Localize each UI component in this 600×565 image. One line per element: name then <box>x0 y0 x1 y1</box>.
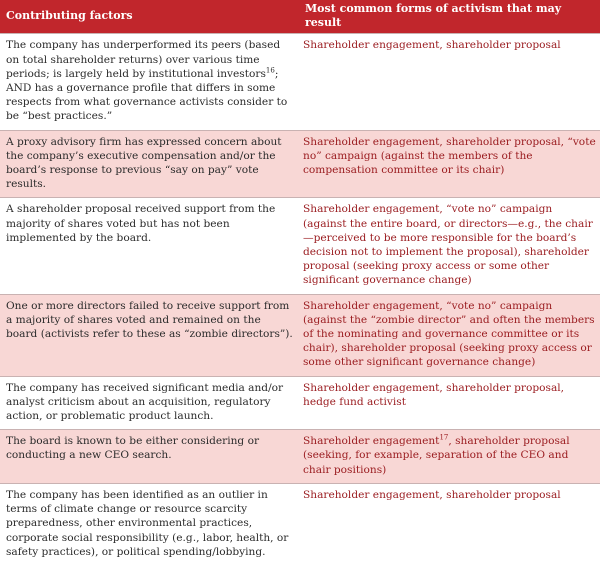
result-text: Shareholder engagement, “vote no” campaign (against the “zombie director” and often the members of the nominating and governance committee or its chair), shareholder proposal (seeking proxy access or some other significant governance change) <box>303 299 595 369</box>
result-text: Shareholder engagement, shareholder proposal, “vote no” campaign (against the members of the compensation committee or its chair) <box>303 135 596 177</box>
factor-cell <box>0 430 299 484</box>
table-row <box>0 430 600 484</box>
header-contributing-factors: Contributing factors <box>0 0 299 34</box>
table-row <box>0 130 600 198</box>
factor-text: A proxy advisory firm has expressed concern about the company’s executive compensation and/or the board’s response to previous “say on pay” vote results. <box>6 135 282 191</box>
factor-cell <box>0 34 299 130</box>
result-cell <box>299 483 600 565</box>
result-cell <box>299 130 600 198</box>
factor-cell <box>0 376 299 430</box>
factor-text: The company has underperformed its peers (based on total shareholder returns) over various time periods; is largely held by institutional investors <box>6 39 281 80</box>
factor-text: One or more directors failed to receive support from a majority of shares voted and remained on the board (activists refer to these as “zombie directors”). <box>6 299 293 341</box>
table-row <box>0 198 600 294</box>
result-cell <box>299 430 600 484</box>
footnote-ref: 16 <box>265 66 275 75</box>
result-text: Shareholder engagement, “vote no” campaign (against the entire board, or directors—e.g., the chair—perceived to be more responsible for the board’s decision not to implement the proposal), shareholder proposal (seeking proxy access or some other significant governance change) <box>303 203 593 287</box>
header-activism-forms: Most common forms of activism that may result <box>299 0 600 34</box>
result-text: Shareholder engagement, shareholder proposal <box>303 39 561 52</box>
factor-cell <box>0 130 299 198</box>
factor-text: The company has been identified as an outlier in terms of climate change or resource scarcity preparedness, other environmental practices, corporate social responsibility (e.g., labor, health, or safety practices), or political spending/lobbying. <box>6 488 289 558</box>
factor-cell <box>0 294 299 376</box>
result-text: Shareholder engagement <box>303 435 440 448</box>
table-row <box>0 483 600 565</box>
result-text-cont: , shareholder proposal (seeking, for example, separation of the CEO and chair positions) <box>303 435 570 476</box>
factor-cell <box>0 483 299 565</box>
result-text: Shareholder engagement, shareholder proposal <box>303 488 561 501</box>
result-cell <box>299 198 600 294</box>
result-cell <box>299 376 600 430</box>
factor-text: The board is known to be either considering or conducting a new CEO search. <box>6 435 260 462</box>
result-cell <box>299 294 600 376</box>
table-row <box>0 294 600 376</box>
footnote-ref: 17 <box>439 433 449 442</box>
result-cell <box>299 34 600 130</box>
factor-text-cont: ; AND has a governance profile that differs in some respects from what governance activists consider to be “best practices.” <box>6 67 288 123</box>
factor-cell <box>0 198 299 294</box>
factor-text: The company has received significant media and/or analyst criticism about an acquisition, regulatory action, or problematic product launch. <box>6 381 284 423</box>
table-row <box>0 376 600 430</box>
factor-text: A shareholder proposal received support from the majority of shares voted but has not been implemented by the board. <box>6 203 276 244</box>
header-row <box>0 0 600 34</box>
table-row <box>0 34 600 130</box>
result-text: Shareholder engagement, shareholder proposal, hedge fund activist <box>303 381 565 408</box>
